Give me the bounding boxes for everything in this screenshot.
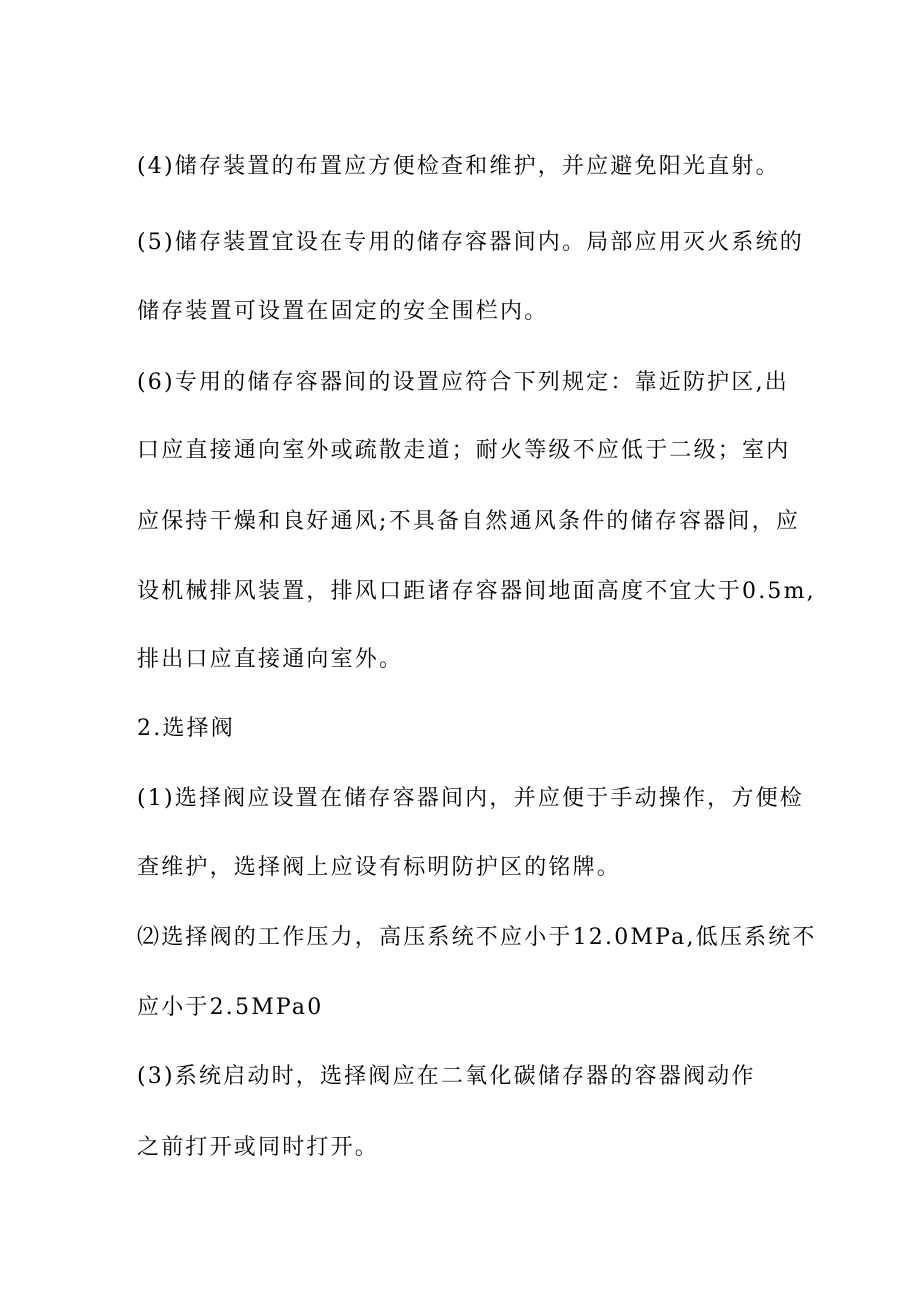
paragraph-line: (5)储存装置宜设在专用的储存容器间内。局部应用灭火系统的 [137,230,804,255]
paragraph-line: (6)专用的储存容器间的设置应符合下列规定：靠近防护区,出 [137,370,789,395]
paragraph-line: 应小于2.5MPa0 [137,995,324,1020]
paragraph-line: 之前打开或同时打开。 [137,1135,380,1160]
paragraph-line: 设机械排风装置，排风口距诸存容器间地面高度不宜大于0.5m, [137,579,816,604]
paragraph-line: (4)储存装置的布置应方便检查和维护，并应避免阳光直射。 [137,154,780,179]
paragraph-line: ⑵选择阀的工作压力，高压系统不应小于12.0MPa,低压系统不 [137,925,817,950]
paragraph-line: 查维护，选择阀上应设有标明防护区的铭牌。 [137,855,622,880]
paragraph-line: 应保持干燥和良好通风;不具备自然通风条件的储存容器间，应 [137,509,801,534]
paragraph-line: 排出口应直接通向室外。 [137,647,404,672]
section-heading: 2.选择阀 [137,716,235,741]
paragraph-line: 储存装置可设置在固定的安全围栏内。 [137,299,549,324]
paragraph-line: 口应直接通向室外或疏散走道；耐火等级不应低于二级；室内 [137,438,791,463]
paragraph-line: (3)系统启动时，选择阀应在二氧化碳储存器的容器阀动作 [137,1064,756,1089]
paragraph-line: (1)选择阀应设置在储存容器间内，并应便于手动操作，方便检 [137,786,804,811]
